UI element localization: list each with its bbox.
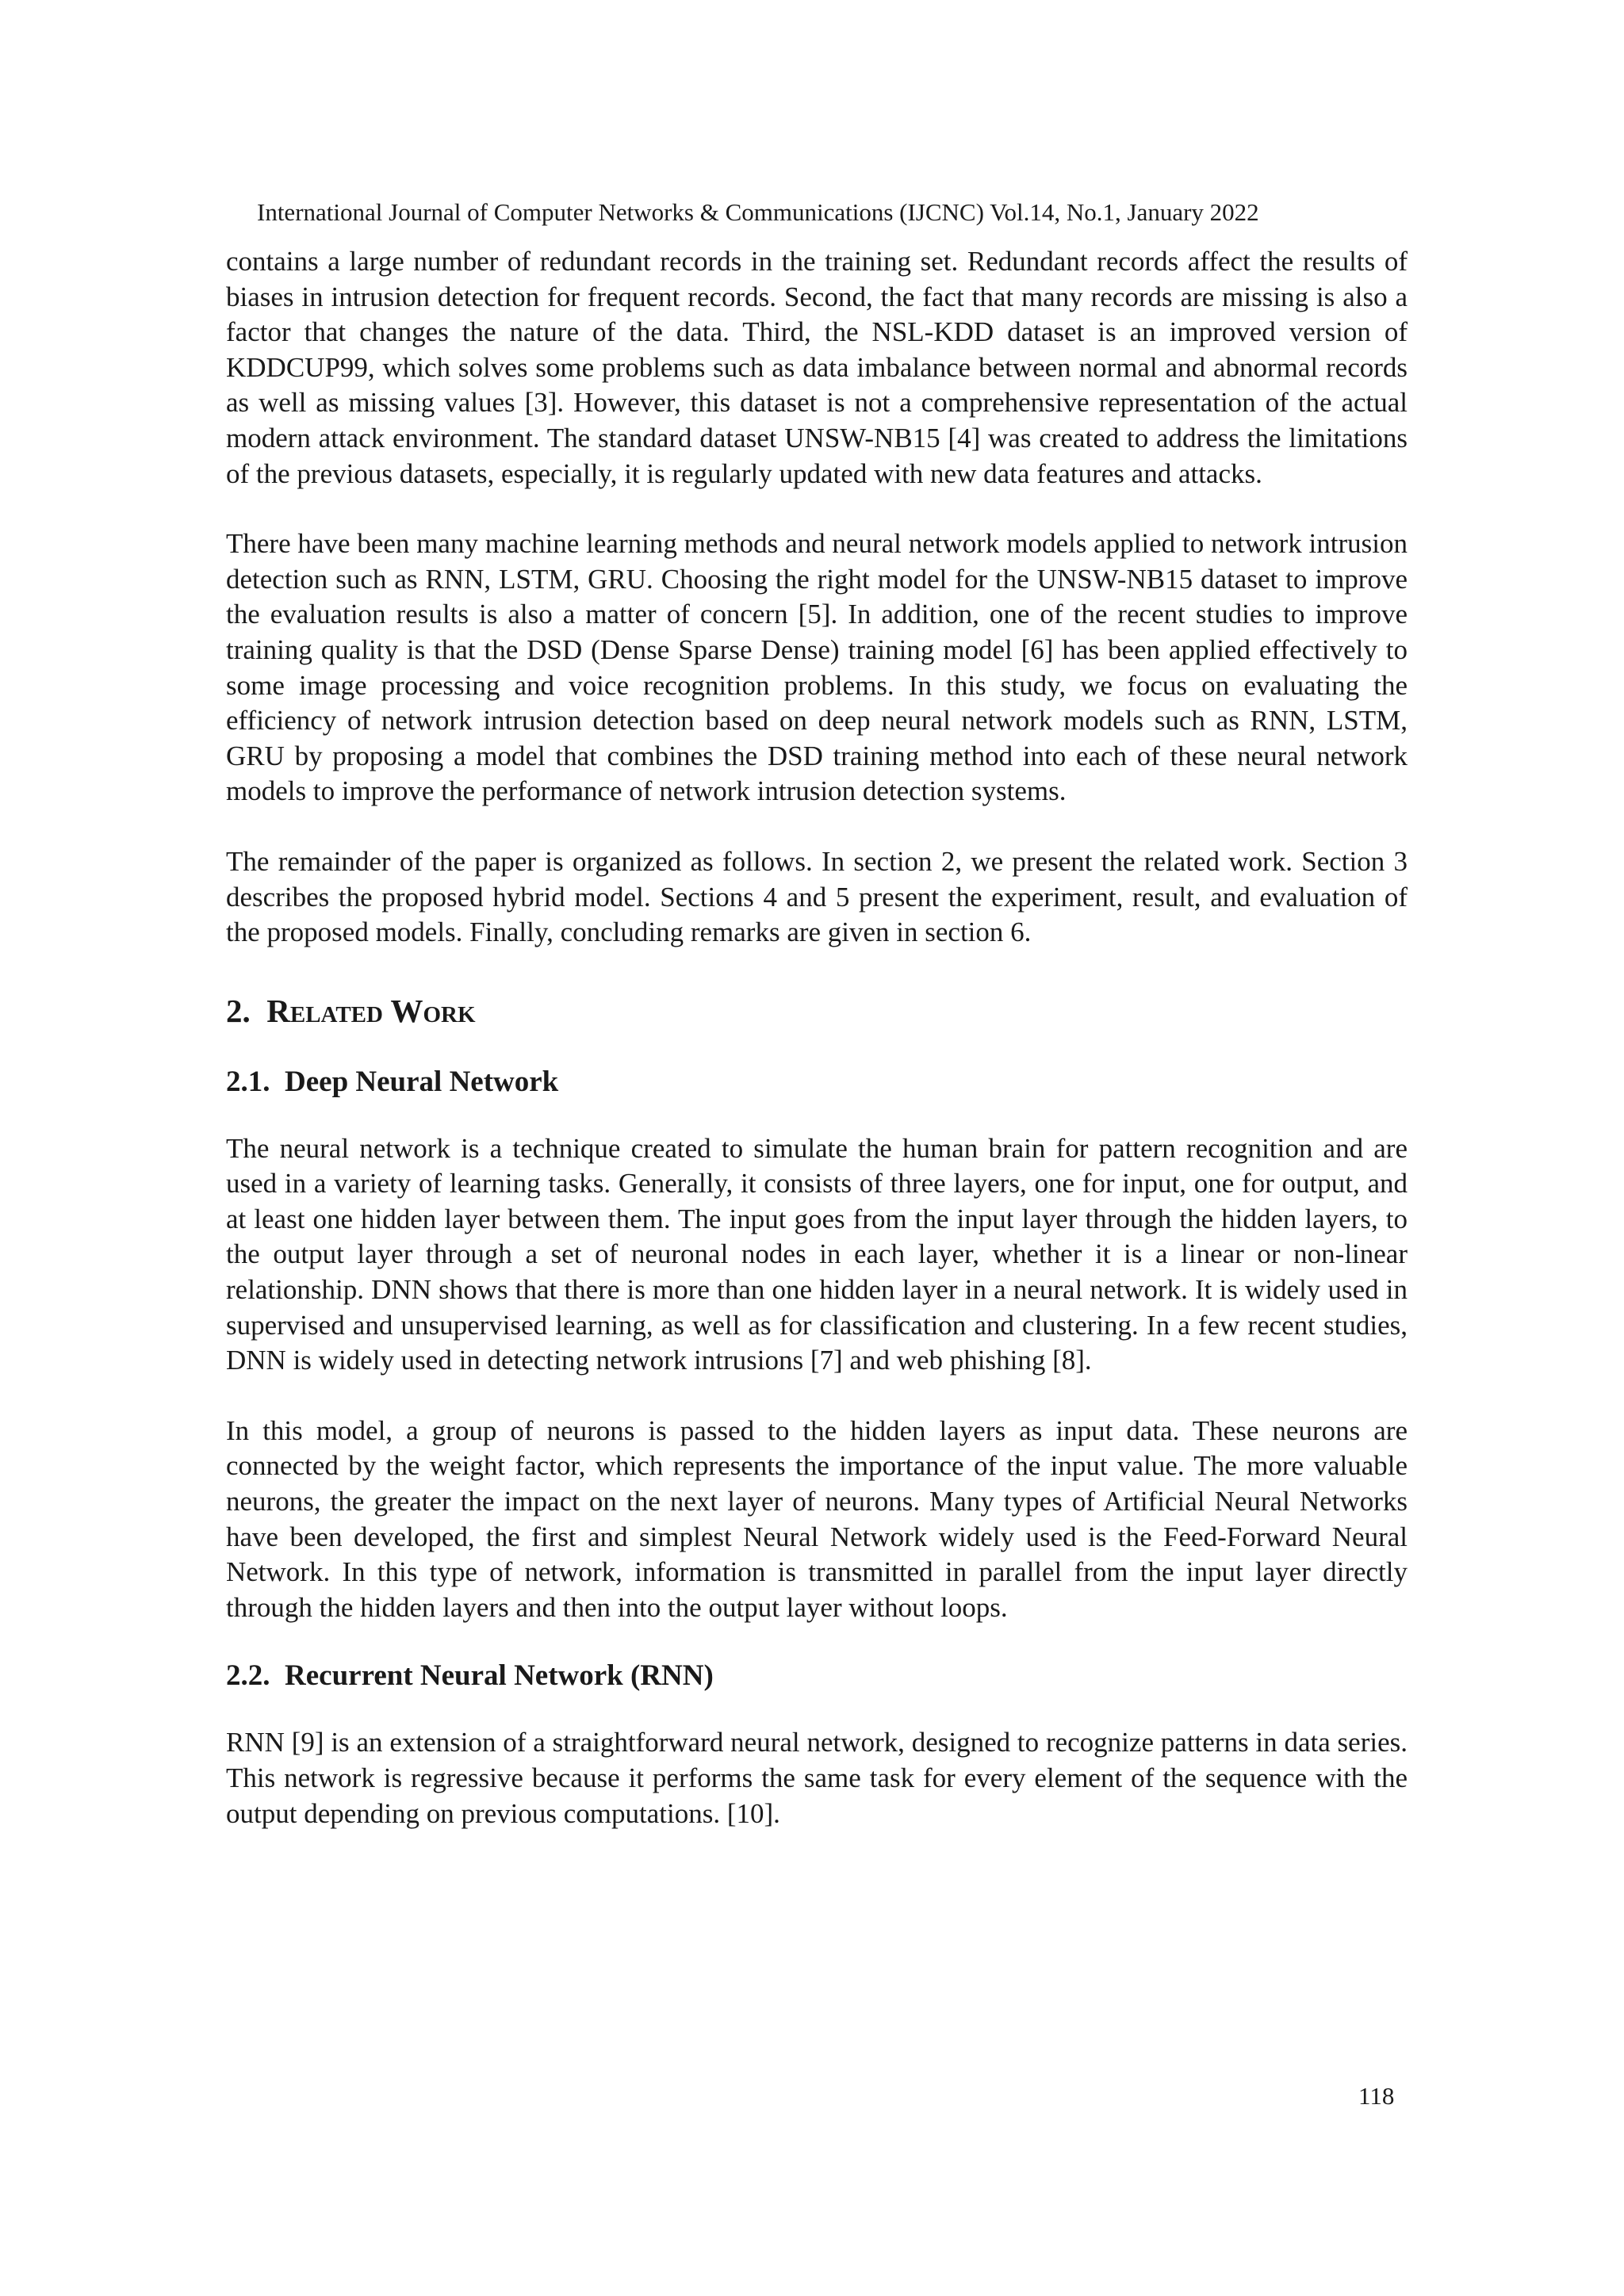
intro-paragraph-1: contains a large number of redundant records in the training set. Redundant records affect the results of biases in intrusion detection for frequent records. Second, the fact that many records are missing is also a factor that changes the nature of the data. Third, the NSL-KDD dataset is an improved version of KDDCUP99, which solves some problems such as data imbalance between normal and abnormal records as well as missing values [3]. However, this dataset is not a comprehensive representation of the actual modern attack environment. The standard dataset UNSW-NB15 [4] was created to address the limitations of the previous datasets, especially, it is regularly updated with new data features and attacks.	[226, 246, 1408, 489]
subsection-number: 2.2.	[226, 1659, 270, 1693]
running-header: International Journal of Computer Networks & Communications (IJCNC) Vol.14, No.1, January 2022	[257, 198, 1259, 226]
subsection-heading-deep-neural-network	[226, 1063, 1408, 1101]
dnn-paragraph-1: The neural network is a technique created to simulate the human brain for pattern recognition and are used in a variety of learning tasks. Generally, it consists of three layers, one for input, one for output, and at least one hidden layer between them. The input goes from the input layer through the hidden layers, to the output layer through a set of neuronal nodes in each layer, whether it is a linear or non-linear relationship. DNN shows that there is more than one hidden layer in a neural network. It is widely used in supervised and unsupervised learning, as well as for classification and clustering. In a few recent studies, DNN is widely used in detecting network intrusions [7] and web phishing [8].	[226, 1132, 1408, 1376]
intro-paragraph-2: There have been many machine learning methods and neural network models applied to network intrusion detection such as RNN, LSTM, GRU. Choosing the right model for the UNSW-NB15 dataset to improve the evaluation results is also a matter of concern [5]. In addition, one of the recent studies to improve training quality is that the DSD (Dense Sparse Dense) training model [6] has been applied effectively to some image processing and voice recognition problems. In this study, we focus on evaluating the efficiency of network intrusion detection based on deep neural network models such as RNN, LSTM, GRU by proposing a model that combines the DSD training method into each of these neural network models to improve the performance of network intrusion detection systems.	[226, 528, 1408, 807]
page-body	[226, 244, 1408, 1831]
subsection-number: 2.1.	[226, 1065, 270, 1098]
rnn-paragraph-1: RNN [9] is an extension of a straightforward neural network, designed to recognize patterns in data series. This network is regressive because it performs the same task for every element of the sequence with the output depending on previous computations. [10].	[226, 1727, 1408, 1829]
section-number: 2.	[226, 992, 251, 1029]
subsection-heading-rnn	[226, 1657, 1408, 1695]
intro-paragraph-3: The remainder of the paper is organized as follows. In section 2, we present the related work. Section 3 describes the proposed hybrid model. Sections 4 and 5 present the experiment, result, and evaluation of the proposed models. Finally, concluding remarks are given in section 6.	[226, 845, 1408, 948]
page-number: 118	[1358, 2082, 1395, 2110]
section-title: Related Work	[266, 992, 476, 1029]
subsection-title: Deep Neural Network	[285, 1065, 559, 1098]
section-heading-related-work	[226, 990, 1408, 1031]
subsection-title: Recurrent Neural Network (RNN)	[285, 1659, 714, 1693]
dnn-paragraph-2: In this model, a group of neurons is passed to the hidden layers as input data. These neurons are connected by the weight factor, which represents the importance of the input value. The more valuable neurons, the greater the impact on the next layer of neurons. Many types of Artificial Neural Networks have been developed, the first and simplest Neural Network widely used is the Feed-Forward Neural Network. In this type of network, information is transmitted in parallel from the input layer directly through the hidden layers and then into the output layer without loops.	[226, 1414, 1408, 1623]
